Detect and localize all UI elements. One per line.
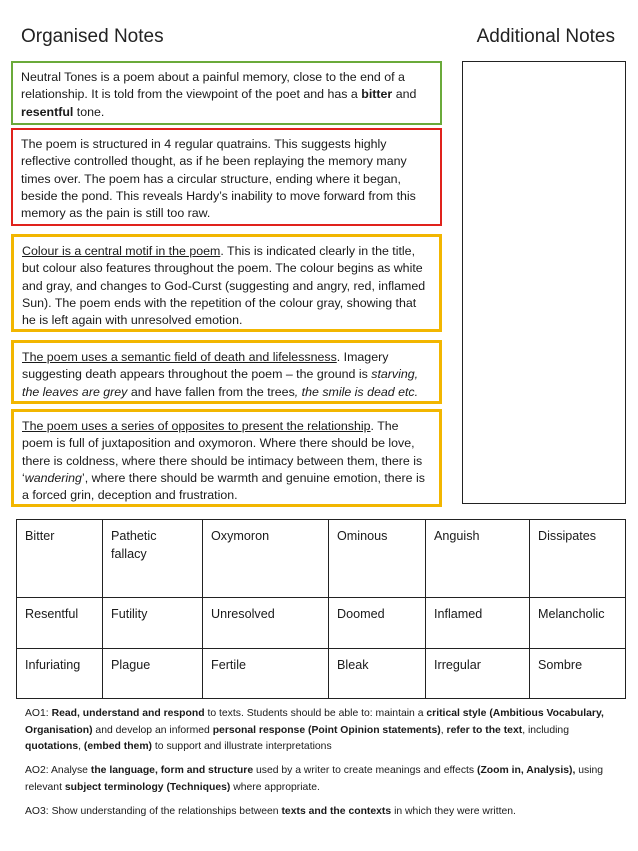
table-cell: Infuriating	[17, 648, 103, 699]
ao-text: AO1:	[25, 708, 52, 719]
note-text: Neutral Tones is a poem about a painful memory, close to the end of a relationship. It is told from the viewpoint of the poet and has a	[21, 70, 405, 102]
organised-notes-heading: Organised Notes	[21, 26, 164, 47]
note-text: and have fallen from the trees	[127, 384, 295, 399]
table-cell: Resentful	[17, 598, 103, 648]
ao-text: AO3: Show understanding of the relationships between	[25, 806, 282, 817]
additional-notes-heading: Additional Notes	[476, 26, 615, 47]
ao-text: to texts. Students should be able to: maintain a	[204, 708, 427, 719]
ao-text: , including	[522, 724, 569, 736]
ao-bold: texts and the contexts	[281, 806, 392, 817]
table-cell: Unresolved	[203, 598, 329, 648]
ao1-criteria	[25, 706, 615, 756]
note-text: tone.	[73, 104, 105, 119]
table-cell: Fertile	[203, 648, 329, 699]
table-cell: Dissipates	[530, 520, 626, 598]
ao-bold: Read, understand and respond	[51, 708, 205, 719]
additional-notes-box[interactable]	[462, 61, 626, 504]
ao-bold: refer to the text	[446, 724, 523, 736]
note-box-death	[11, 340, 442, 404]
table-cell: Oxymoron	[203, 520, 329, 598]
table-cell: Bitter	[17, 520, 103, 598]
note-text: and	[392, 87, 417, 102]
table-row	[17, 520, 626, 598]
note-box-opposites	[11, 409, 442, 507]
note-quote: , the smile is dead etc.	[294, 384, 419, 399]
note-box-structure	[11, 128, 442, 226]
vocabulary-table	[16, 519, 626, 699]
ao-text: where appropriate.	[230, 781, 320, 793]
ao-text: and develop an informed	[92, 724, 213, 736]
table-cell: Pathetic fallacy	[103, 520, 203, 598]
ao-text: ,	[440, 724, 447, 736]
note-text: . This is indicated clearly in the title, but colour also features throughout the poem. The colour begins as white and gray, and changes to God-Curst (suggesting and angry, red, inflamed Sun). The poem ends with the repetition of the colour gray, showing that he is left again with unresolved emotion.	[22, 244, 426, 328]
note-bold: resentful	[21, 104, 74, 119]
ao-text: to support and illustrate interpretations	[152, 741, 332, 752]
note-topic: The poem uses a series of opposites to present the relationship	[22, 419, 371, 433]
ao-bold: the language, form and structure	[90, 765, 254, 776]
note-box-summary	[11, 61, 442, 125]
table-cell: Anguish	[426, 520, 530, 598]
ao-text: AO2: Analyse	[25, 765, 91, 776]
ao-bold: (Zoom in, Analysis),	[477, 765, 576, 776]
note-box-colour	[11, 234, 442, 332]
ao-bold: personal response (Point Opinion statements)	[212, 724, 441, 736]
table-cell: Bleak	[329, 648, 426, 699]
note-quote: starving, the leaves are grey	[22, 367, 419, 399]
ao-text: used by a writer to create meanings and effects	[253, 765, 477, 776]
table-cell: Irregular	[426, 648, 530, 699]
ao-text: in which they were written.	[391, 806, 516, 817]
note-topic: The poem uses a semantic field of death and lifelessness	[22, 350, 337, 364]
table-cell: Melancholic	[530, 598, 626, 648]
ao-bold: subject terminology (Techniques)	[64, 781, 231, 793]
table-cell: Doomed	[329, 598, 426, 648]
note-topic: Colour is a central motif in the poem	[22, 244, 221, 258]
ao-text: ,	[78, 741, 84, 752]
note-text: ’, where there should be warmth and genuine emotion, there is a forced grin, deception and frustration.	[22, 470, 425, 503]
ao2-criteria	[25, 763, 615, 796]
note-bold: bitter	[361, 87, 393, 102]
ao-text: using relevant	[25, 765, 604, 793]
ao-bold: (embed them)	[83, 741, 153, 752]
table-cell: Ominous	[329, 520, 426, 598]
note-text: The poem is structured in 4 regular quatrains. This suggests highly reflective controlled thought, as if he been replaying the memory many times over. The poem has a circular structure, ending where it began, beside the pond. This reveals Hardy’s inability to move forward from this memory as the pain is still too raw.	[21, 137, 416, 221]
ao-bold: quotations	[25, 741, 79, 752]
table-cell: Sombre	[530, 648, 626, 699]
note-quote: wandering	[24, 470, 82, 485]
ao3-criteria	[25, 804, 615, 821]
ao-bold: critical style (Ambitious Vocabulary, Organisation)	[25, 708, 604, 736]
table-cell: Plague	[103, 648, 203, 699]
note-text: . The poem is full of juxtaposition and oxymoron. Where there should be love, there is coldness, where there should be intimacy between them, there is ‘	[22, 419, 423, 485]
table-cell: Futility	[103, 598, 203, 648]
table-row	[17, 598, 626, 648]
table-row	[17, 648, 626, 699]
note-text: . Imagery suggesting death appears throughout the poem – the ground is	[22, 350, 389, 382]
table-cell: Inflamed	[426, 598, 530, 648]
